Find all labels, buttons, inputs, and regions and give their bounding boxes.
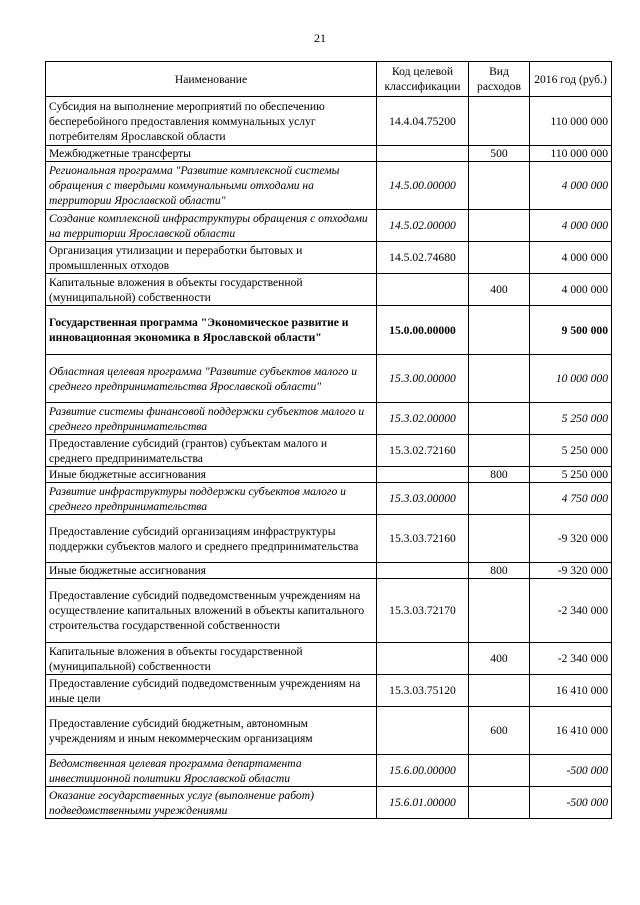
table-row: [46, 515, 612, 563]
table-row: [46, 403, 612, 435]
cell-amount: 4 750 000: [530, 483, 612, 515]
cell-name: Предоставление субсидий бюджетным, автономным учреждениям и иным некоммерческим организациям: [46, 707, 377, 755]
table-row: [46, 563, 612, 579]
cell-expense-type: 800: [469, 563, 530, 579]
cell-name: Организация утилизации и переработки бытовых и промышленных отходов: [46, 242, 377, 274]
cell-expense-type: [469, 515, 530, 563]
cell-name: Оказание государственных услуг (выполнение работ) подведомственными учреждениями: [46, 787, 377, 819]
cell-expense-type: [469, 435, 530, 467]
cell-code: 15.3.03.75120: [377, 675, 469, 707]
cell-amount: 16 410 000: [530, 707, 612, 755]
cell-name: Капитальные вложения в объекты государственной (муниципальной) собственности: [46, 643, 377, 675]
table-row: [46, 755, 612, 787]
table-header-row: [46, 62, 612, 97]
cell-expense-type: [469, 787, 530, 819]
cell-expense-type: [469, 97, 530, 146]
cell-code: 15.3.03.00000: [377, 483, 469, 515]
table-row: [46, 162, 612, 210]
cell-code: 15.3.02.00000: [377, 403, 469, 435]
cell-expense-type: [469, 242, 530, 274]
cell-expense-type: [469, 162, 530, 210]
table-row: [46, 787, 612, 819]
cell-amount: 4 000 000: [530, 274, 612, 306]
table-row: [46, 97, 612, 146]
table-row: [46, 675, 612, 707]
cell-amount: 110 000 000: [530, 146, 612, 162]
cell-amount: -9 320 000: [530, 563, 612, 579]
cell-amount: 5 250 000: [530, 467, 612, 483]
cell-name: Иные бюджетные ассигнования: [46, 467, 377, 483]
budget-table: [45, 61, 612, 819]
cell-code: [377, 707, 469, 755]
cell-name: Создание комплексной инфраструктуры обращения с отходами на территории Ярославской области: [46, 210, 377, 242]
cell-amount: 5 250 000: [530, 403, 612, 435]
cell-amount: 4 000 000: [530, 242, 612, 274]
cell-name: Предоставление субсидий подведомственным учреждениям на иные цели: [46, 675, 377, 707]
table-row: [46, 146, 612, 162]
cell-code: 14.5.02.00000: [377, 210, 469, 242]
cell-amount: 9 500 000: [530, 306, 612, 355]
header-amount: 2016 год (руб.): [530, 62, 612, 97]
cell-name: Государственная программа "Экономическое развитие и инновационная экономика в Ярославской области": [46, 306, 377, 355]
cell-name: Областная целевая программа "Развитие субъектов малого и среднего предпринимательства Ярославской области": [46, 355, 377, 403]
cell-amount: -2 340 000: [530, 579, 612, 643]
cell-name: Предоставление субсидий (грантов) субъектам малого и среднего предпринимательства: [46, 435, 377, 467]
table-row: [46, 579, 612, 643]
cell-name: Развитие инфраструктуры поддержки субъектов малого и среднего предпринимательства: [46, 483, 377, 515]
cell-name: Предоставление субсидий подведомственным учреждениям на осуществление капитальных вложений в объекты капитального строительства государственной собственности: [46, 579, 377, 643]
cell-amount: 110 000 000: [530, 97, 612, 146]
cell-amount: 4 000 000: [530, 162, 612, 210]
cell-amount: -500 000: [530, 755, 612, 787]
table-body: [46, 97, 612, 819]
cell-name: Предоставление субсидий организациям инфраструктуры поддержки субъектов малого и среднего предпринимательства: [46, 515, 377, 563]
cell-name: Капитальные вложения в объекты государственной (муниципальной) собственности: [46, 274, 377, 306]
table-row: [46, 242, 612, 274]
table-row: [46, 707, 612, 755]
cell-amount: 4 000 000: [530, 210, 612, 242]
header-name: Наименование: [46, 62, 377, 97]
cell-code: 15.6.01.00000: [377, 787, 469, 819]
cell-code: 15.6.00.00000: [377, 755, 469, 787]
cell-expense-type: [469, 755, 530, 787]
cell-expense-type: [469, 483, 530, 515]
cell-expense-type: 400: [469, 643, 530, 675]
header-type: Вид расходов: [469, 62, 530, 97]
cell-code: 15.3.03.72160: [377, 515, 469, 563]
cell-amount: -9 320 000: [530, 515, 612, 563]
cell-expense-type: [469, 355, 530, 403]
cell-code: 15.3.00.00000: [377, 355, 469, 403]
cell-amount: -2 340 000: [530, 643, 612, 675]
cell-code: 14.4.04.75200: [377, 97, 469, 146]
cell-expense-type: [469, 579, 530, 643]
header-code: Код целевой классификации: [377, 62, 469, 97]
cell-expense-type: [469, 675, 530, 707]
cell-amount: -500 000: [530, 787, 612, 819]
cell-expense-type: [469, 210, 530, 242]
table-row: [46, 643, 612, 675]
table-row: [46, 355, 612, 403]
cell-code: [377, 146, 469, 162]
cell-amount: 5 250 000: [530, 435, 612, 467]
cell-name: Субсидия на выполнение мероприятий по обеспечению бесперебойного предоставления коммунальных услуг потребителям Ярославской области: [46, 97, 377, 146]
table-row: [46, 467, 612, 483]
page-number: 21: [314, 31, 326, 45]
cell-code: [377, 563, 469, 579]
table-row: [46, 210, 612, 242]
cell-amount: 16 410 000: [530, 675, 612, 707]
table-row: [46, 274, 612, 306]
cell-code: [377, 643, 469, 675]
cell-code: 15.3.02.72160: [377, 435, 469, 467]
cell-amount: 10 000 000: [530, 355, 612, 403]
cell-expense-type: [469, 403, 530, 435]
cell-name: Региональная программа "Развитие комплексной системы обращения с твердыми коммунальными отходами на территории Ярославской области": [46, 162, 377, 210]
cell-name: Развитие системы финансовой поддержки субъектов малого и среднего предпринимательства: [46, 403, 377, 435]
table-row: [46, 306, 612, 355]
cell-code: [377, 274, 469, 306]
cell-name: Ведомственная целевая программа департамента инвестиционной политики Ярославской области: [46, 755, 377, 787]
cell-code: 15.0.00.00000: [377, 306, 469, 355]
cell-code: 15.3.03.72170: [377, 579, 469, 643]
cell-expense-type: 500: [469, 146, 530, 162]
cell-name: Иные бюджетные ассигнования: [46, 563, 377, 579]
table-row: [46, 435, 612, 467]
cell-expense-type: 800: [469, 467, 530, 483]
cell-code: 14.5.02.74680: [377, 242, 469, 274]
cell-name: Межбюджетные трансферты: [46, 146, 377, 162]
cell-expense-type: 600: [469, 707, 530, 755]
table-row: [46, 483, 612, 515]
cell-expense-type: [469, 306, 530, 355]
cell-code: [377, 467, 469, 483]
cell-expense-type: 400: [469, 274, 530, 306]
cell-code: 14.5.00.00000: [377, 162, 469, 210]
